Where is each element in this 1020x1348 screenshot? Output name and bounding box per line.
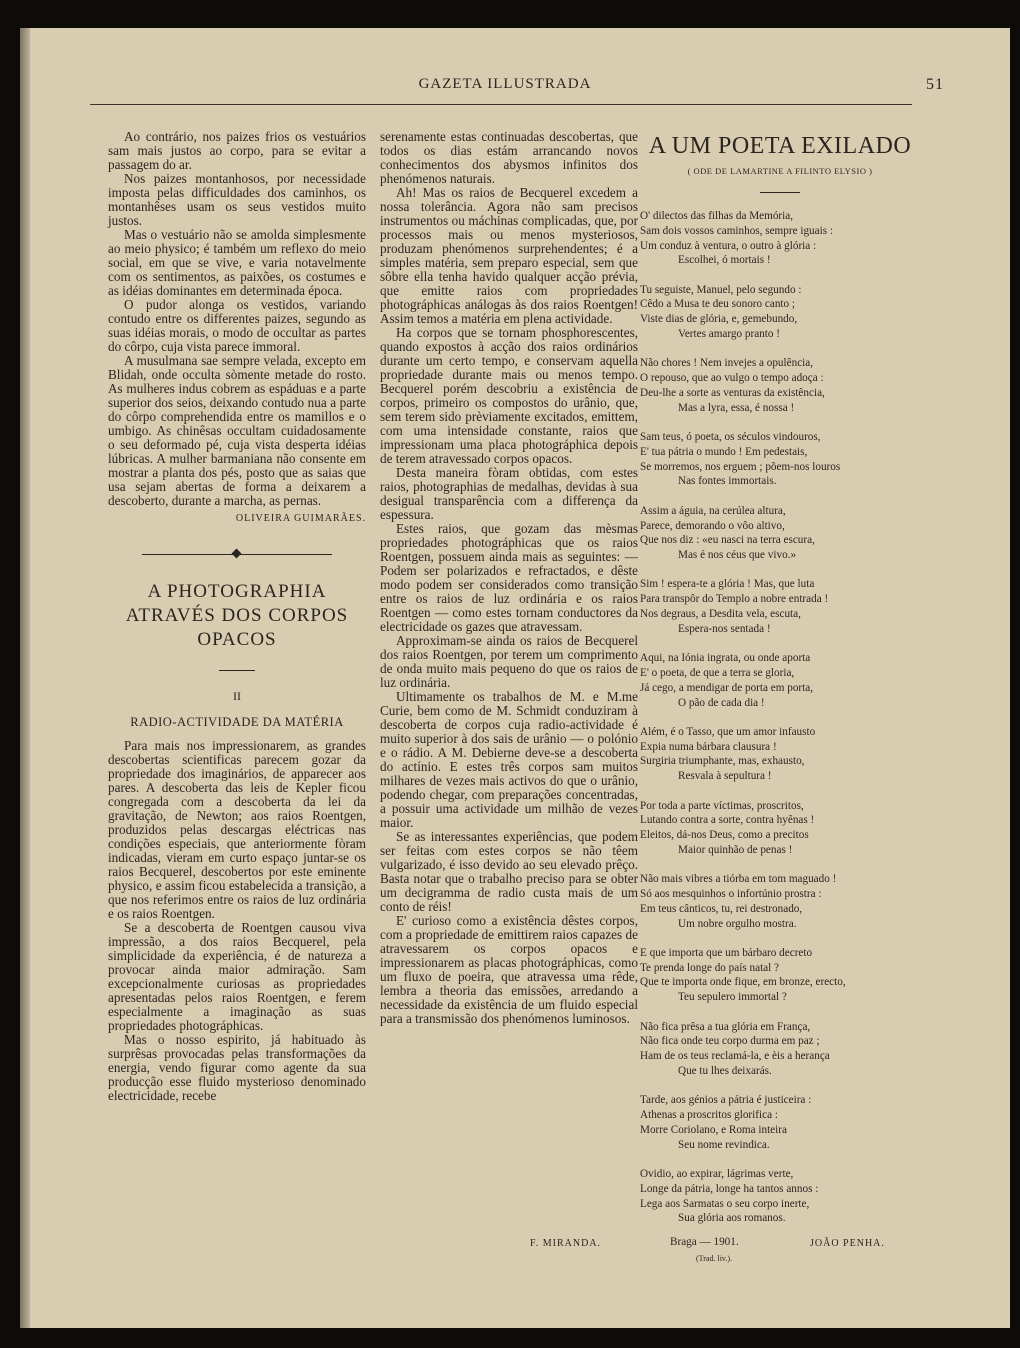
verse-line: Resvala à sepultura !: [678, 770, 772, 783]
verse-line: Tarde, aos génios a pátria é justiceira :: [640, 1094, 812, 1107]
column-2: [380, 130, 638, 1026]
verse-line: Não fica onde teu corpo durma em paz ;: [640, 1035, 820, 1048]
stanza: [640, 1167, 920, 1226]
verse-line: Surgiria triumphante, mas, exhausto,: [640, 755, 805, 768]
paragraph: Se as interessantes experiências, que podem ser feitas com estes corpos se não têem vulgarizado, é isso devido ao seu elevado prêço. Basta notar que o trabalho preciso para se obter um decigramma de radio custa mais de um conto de réis!: [380, 829, 638, 914]
paragraph: Ha corpos que se tornam phosphorescentes, quando expostos à acção dos raios ordinários durante um certo tempo, e conservam aquella propriedade durante mais ou menos tempo. Becquerel porém descobriu a existência de corpos, primeiro os compostos do urânio, que, sem terem sido prèviamente excitados, emittem, com uma intensidade constante, raios que impressionam uma placa photográphica depois de terem atravessado corpos opacos.: [380, 325, 638, 466]
newspaper-page: [20, 28, 1010, 1328]
verse-line: Espera-nos sentada !: [678, 622, 771, 635]
verse-line: Maior quinhão de penas !: [678, 843, 793, 856]
paragraph: A musulmana sae sempre velada, excepto em Blidah, onde occulta sòmente metade do rosto. As mulheres indus cobrem as espáduas e a parte superior dos seios, deixando contudo nua a parte do côrpo comprehendida entre os mamillos e o umbigo. As chinêsas occultam cuidadosamente o seu deformado pé, cuja vista desperta idéias lúbricas. A mulher barmaniana não consente em mostrar a planta dos pés, posto que as saias que usa sejam abertas de forma a deixarem a descoberto, durante a marcha, as pernas.: [108, 353, 366, 508]
verse-line: O' dilectos das filhas da Memória,: [640, 210, 794, 222]
stanza: [640, 1093, 920, 1152]
verse-line: Que nos diz : «eu nasci na terra escura,: [640, 534, 815, 547]
verse-line: Expia numa bárbara clausura !: [640, 740, 777, 753]
stanza: [640, 504, 920, 563]
paragraph: Mas o nosso espirito, já habituado às surprêsas provocadas pelas transformações da energia, vendo figurar como agente da sua producção esse fluido mysterioso denominado electricidade, recebe: [108, 1032, 366, 1103]
verse-line: Não chores ! Nem invejes a opulência,: [640, 357, 814, 370]
place-date: Braga — 1901.: [670, 1235, 739, 1248]
paragraph: Se a descoberta de Roentgen causou viva impressão, a dos raios Becquerel, pela simplicidade da experiência, é de natureza a provocar ainda maior admiração. Sam excepcionalmente curiosas as propriedades apresentadas pelos raios Roentgen, e ferem especialmente a imaginação as suas propriedades photográphicas.: [108, 920, 366, 1033]
poem-subtitle: ( ODE DE LAMARTINE A FILINTO ELYSIO ): [687, 166, 873, 176]
ornament-divider: [142, 550, 332, 558]
column-3-poem: [640, 130, 920, 1266]
verse-line: Nas fontes immortais.: [678, 475, 777, 488]
paragraph: Para mais nos impressionarem, as grandes descobertas scientificas parecem gozar da propriedade dos imaginários, de apparecer aos pares. A descoberta das leis de Kepler ficou congregada com a descoberta da lei da gravitação, de Newton; aos raios Roentgen, produzidos pelas descargas eléctricas nas condições especiais, que anteriormente fòram indicadas, vieram em curto espaço juntar-se os raios Becquerel, descobertos por este eminente physico, e assim ficou estabelecida a transição, a que nos referimos entre os raios de luz ordinária e os raios Roentgen.: [108, 738, 366, 921]
verse-line: Nos degraus, a Desdita vela, escuta,: [640, 608, 801, 621]
stanza: [640, 946, 920, 1005]
verse-line: Viste dias de glória, e, gemebundo,: [640, 313, 798, 326]
page-header: [90, 76, 944, 98]
stanza: [640, 283, 920, 342]
paragraph: Ao contrário, nos paizes frios os vestuários sam mais justos ao corpo, para se evitar a passagem do ar.: [108, 129, 366, 172]
poem-stanzas: [640, 209, 920, 1226]
stanza: [640, 872, 920, 931]
verse-line: E' o poeta, de que a terra se gloria,: [640, 666, 795, 679]
page-number: 51: [926, 76, 944, 93]
verse-line: Athenas a proscritos glorifica :: [640, 1109, 778, 1122]
verse-line: E que importa que um bárbaro decreto: [640, 946, 813, 959]
verse-line: Além, é o Tasso, que um amor infausto: [640, 725, 816, 738]
verse-line: Deu-lhe a sorte as venturas da existência,: [640, 386, 825, 399]
section-number: II: [233, 689, 241, 703]
verse-line: Que te importa onde fique, em bronze, erecto,: [640, 976, 846, 989]
verse-line: Se morremos, nos erguem ; põem-nos louros: [640, 460, 841, 473]
stanza: [640, 209, 920, 268]
verse-line: Aqui, na Iónia ingrata, ou onde aporta: [640, 652, 811, 665]
paragraph: Desta maneira fòram obtidas, com estes raios, photographias de medalhas, devidas à sua desigual transparência com a differença da espessura.: [380, 465, 638, 522]
verse-line: Ovidio, ao expirar, lágrimas verte,: [640, 1167, 794, 1180]
paragraph: Ultimamente os trabalhos de M. e M.me Curie, bem como de M. Schmidt conduziram à descoberta de corpos cuja radio-actividade é muito superior à dos sais de urânio — o polónio e o rádio. A M. Debierne deve-se a descoberta do actínio. E estes três corpos sam muitos milhares de vezes mais activos do que o urânio, podendo chegar, com preparações concentradas, a possuir uma actividade um milhão de vezes maior.: [380, 689, 638, 830]
verse-line: Longe da pátria, longe ha tantos annos :: [640, 1182, 819, 1195]
verse-line: Te prenda longe do país natal ?: [640, 961, 780, 974]
header-rule: [90, 104, 912, 105]
verse-line: Lega aos Sarmatas o seu corpo inerte,: [640, 1197, 810, 1210]
verse-line: Em teus cânticos, tu, rei destronado,: [640, 902, 803, 915]
translation-note: (Trad. liv.).: [696, 1253, 733, 1263]
verse-line: Só aos mesquinhos o infortúnio prostra :: [640, 887, 822, 900]
stanza: [640, 1020, 920, 1079]
column-1: [108, 130, 366, 1103]
verse-line: Lutando contra a sorte, contra hyênas !: [640, 814, 815, 827]
verse-line: Eleitos, dá-nos Deus, como a precitos: [640, 829, 809, 842]
verse-line: Ham de os teus reclamá-la, e èis a herança: [640, 1050, 830, 1063]
verse-line: Um nobre orgulho mostra.: [678, 917, 797, 930]
verse-line: Não mais vibres a tiórba em tom maguado !: [640, 873, 837, 886]
verse-line: Seu nome revindica.: [678, 1138, 770, 1151]
short-rule: [219, 670, 255, 671]
poem-signature: JOÃO PENHA.: [810, 1238, 885, 1249]
verse-line: Escolhei, ó mortais !: [678, 254, 771, 267]
verse-line: Sam dois vossos caminhos, sempre iguais :: [640, 224, 833, 237]
verse-line: Que tu lhes deixarás.: [678, 1064, 772, 1077]
article-signature: F. MIRANDA.: [530, 1238, 602, 1249]
masthead-title: GAZETA ILLUSTRADA: [418, 76, 592, 92]
verse-line: Um conduz à ventura, o outro à glória :: [640, 239, 817, 252]
verse-line: O pão de cada dia !: [678, 696, 765, 709]
verse-line: Sua glória aos romanos.: [678, 1212, 786, 1225]
verse-line: Mas é nos céus que vivo.»: [678, 549, 797, 562]
verse-line: Mas a lyra, essa, é nossa !: [678, 401, 795, 414]
paragraph: O pudor alonga os vestidos, variando contudo entre os differentes paizes, segundo as suas idéias morais, o modo de occultar as partes do côrpo, cuja vista parece immoral.: [108, 297, 366, 354]
verse-line: Cêdo a Musa te deu sonoro canto ;: [640, 298, 796, 311]
verse-line: Morre Coriolano, e Roma inteira: [640, 1123, 787, 1136]
paragraph: Mas o vestuário não se amolda simplesmente ao meio physico; é também um reflexo do meio social, em que se vive, e varia notavelmente com os sentimentos, as paixões, os costumes e as idéias dominantes em determinada época.: [108, 227, 366, 298]
verse-line: Teu sepulero immortal ?: [678, 991, 787, 1004]
stanza: [640, 799, 920, 858]
article-title: A PHOTOGRAPHIA ATRAVÉS DOS CORPOS OPACOS: [125, 581, 349, 650]
verse-line: Tu seguiste, Manuel, pelo segundo :: [640, 283, 802, 296]
stanza: [640, 725, 920, 784]
stanza: [640, 430, 920, 489]
section-subhead: RADIO-ACTIVIDADE DA MATÉRIA: [130, 715, 344, 729]
verse-line: Parece, demorando o vôo altivo,: [640, 519, 785, 532]
paragraph: serenamente estas continuadas descobertas, que todos os dias estám arrancando novos conhecimentos dos abysmos infinitos dos phenómenos naturais.: [380, 129, 638, 186]
verse-line: Para transpôr do Templo a nobre entrada !: [640, 593, 829, 606]
paragraph: Approximam-se ainda os raios de Becquerel dos raios Roentgen, por terem um comprimento de onda muito mais pequeno do que os raios de luz ordinária.: [380, 633, 638, 690]
poem-title: A UM POETA EXILADO: [648, 133, 912, 159]
verse-line: Por toda a parte víctimas, proscritos,: [640, 799, 804, 812]
paragraph: Nos paizes montanhosos, por necessidade imposta pelas difficuldades dos caminhos, os montanhêses usam os seus vestidos muito justos.: [108, 171, 366, 228]
verse-line: Sam teus, ó poeta, os séculos vindouros,: [640, 431, 821, 444]
author-signature: OLIVEIRA GUIMARÃES.: [235, 513, 366, 524]
stanza: [640, 577, 920, 636]
paragraph: Estes raios, que gozam das mèsmas propriedades photográphicas que os raios Roentgen, possuem ainda mais as seguintes: — Podem ser polarizados e refractados, e dêste modo podem ser considerados como transição entre os raios de luz ordinária e os raios Roentgen — como estes tornam conductores da electricidade os gazes que atravessam.: [380, 521, 638, 634]
short-rule: [760, 192, 800, 193]
verse-line: Assim a águia, na cerúlea altura,: [640, 504, 786, 517]
paragraph: E' curioso como a existência dêstes corpos, com a propriedade de emittirem raios capazes de atravessarem os corpos opacos e impressionarem as placas photográphicas, como um fluxo de poeira, que atravessa uma rêde, lembra a theoria das emissões, arredando a necessidade da existência de um fluido especial para a transmissão dos phenómenos luminosos.: [380, 913, 638, 1026]
stanza: [640, 356, 920, 415]
verse-line: Sim ! espera-te a glória ! Mas, que luta: [640, 578, 815, 591]
verse-line: Já cego, a mendigar de porta em porta,: [640, 681, 814, 694]
verse-line: Não fica prêsa a tua glória em França,: [640, 1020, 811, 1033]
verse-line: Vertes amargo pranto !: [678, 328, 780, 341]
stanza: [640, 651, 920, 710]
verse-line: O repouso, que ao vulgo o tempo adoça :: [640, 372, 824, 385]
paragraph: Ah! Mas os raios de Becquerel excedem a nossa tolerância. Agora não sam precisos instrumentos ou máchinas complicadas, que, por processos mais ou menos mysteriosos, produzam phenómenos surprehendentes; é a simples matéria, sem preparo especial, sem que sôbre ella tenha havido qualquer acção prévia, que emitte raios com propriedades photográphicas análogas às dos raios Roentgen! Assim temos a matéria em plena actividade.: [380, 185, 638, 326]
page-binding-edge: [20, 28, 30, 1328]
verse-line: E' tua pátria o mundo ! Em pedestais,: [640, 445, 808, 458]
